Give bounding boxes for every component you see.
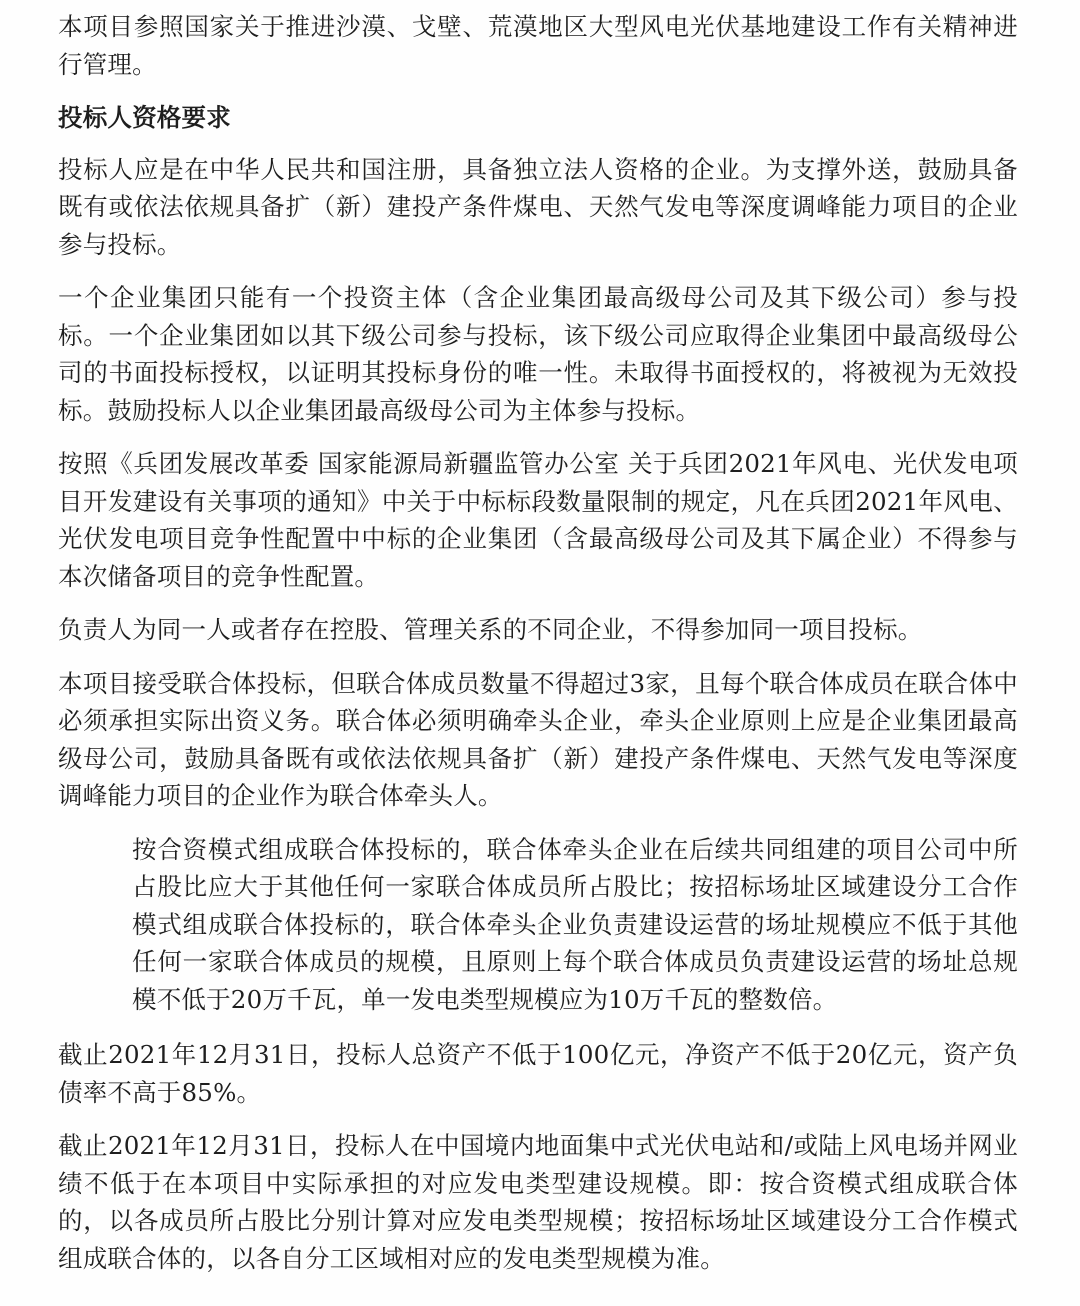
paragraph-investment-entity: 一个企业集团只能有一个投资主体（含企业集团最高级母公司及其下级公司）参与投标。一个企业集团如以其下级公司参与投标，该下级公司应取得企业集团中最高级母公司的书面投标授权，以证明其投标身份的唯一性。未取得书面授权的，将被视为无效投标。鼓励投标人以企业集团最高级母公司为主体参与投标。	[58, 283, 1018, 425]
paragraph-bid-limit: 按照《兵团发展改革委 国家能源局新疆监管办公室 关于兵团2021年风电、光伏发电项目开发建设有关事项的通知》中关于中标标段数量限制的规定，凡在兵团2021年风电、光伏发电项目竞争性配置中中标的企业集团（含最高级母公司及其下属企业）不得参与本次储备项目的竞争性配置。	[58, 449, 1018, 591]
paragraph-consortium: 本项目接受联合体投标，但联合体成员数量不得超过3家，且每个联合体成员在联合体中必须承担实际出资义务。联合体必须明确牵头企业，牵头企业原则上应是企业集团最高级母公司，鼓励具备既有或依法依规具备扩（新）建投产条件煤电、天然气发电等深度调峰能力项目的企业作为联合体牵头人。	[58, 668, 1018, 810]
intro-paragraph: 本项目参照国家关于推进沙漠、戈壁、荒漠地区大型风电光伏基地建设工作有关精神进行管理。	[58, 12, 1018, 79]
paragraph-consortium-detail: 按合资模式组成联合体投标的，联合体牵头企业在后续共同组建的项目公司中所占股比应大于其他任何一家联合体成员所占股比；按招标场址区域建设分工合作模式组成联合体投标的，联合体牵头企业负责建设运营的场址规模应不低于其他任何一家联合体成员的规模，且原则上每个联合体成员负责建设运营的场址总规模不低于20万千瓦，单一发电类型规模应为10万千瓦的整数倍。	[132, 834, 1018, 1014]
paragraph-conflict: 负责人为同一人或者存在控股、管理关系的不同企业，不得参加同一项目投标。	[58, 615, 923, 644]
paragraph-registration: 投标人应是在中华人民共和国注册，具备独立法人资格的企业。为支撑外送，鼓励具备既有或依法依规具备扩（新）建投产条件煤电、天然气发电等深度调峰能力项目的企业参与投标。	[58, 154, 1018, 259]
paragraph-performance: 截止2021年12月31日，投标人在中国境内地面集中式光伏电站和/或陆上风电场并网业绩不低于在本项目中实际承担的对应发电类型建设规模。即：按合资模式组成联合体的，以各成员所占股比分别计算对应发电类型规模；按招标场址区域建设分工合作模式组成联合体的，以各自分工区域相对应的发电类型规模为准。	[58, 1131, 1018, 1273]
section-heading: 投标人资格要求	[58, 103, 231, 132]
paragraph-assets: 截止2021年12月31日，投标人总资产不低于100亿元，净资产不低于20亿元，资产负债率不高于85%。	[58, 1040, 1018, 1107]
